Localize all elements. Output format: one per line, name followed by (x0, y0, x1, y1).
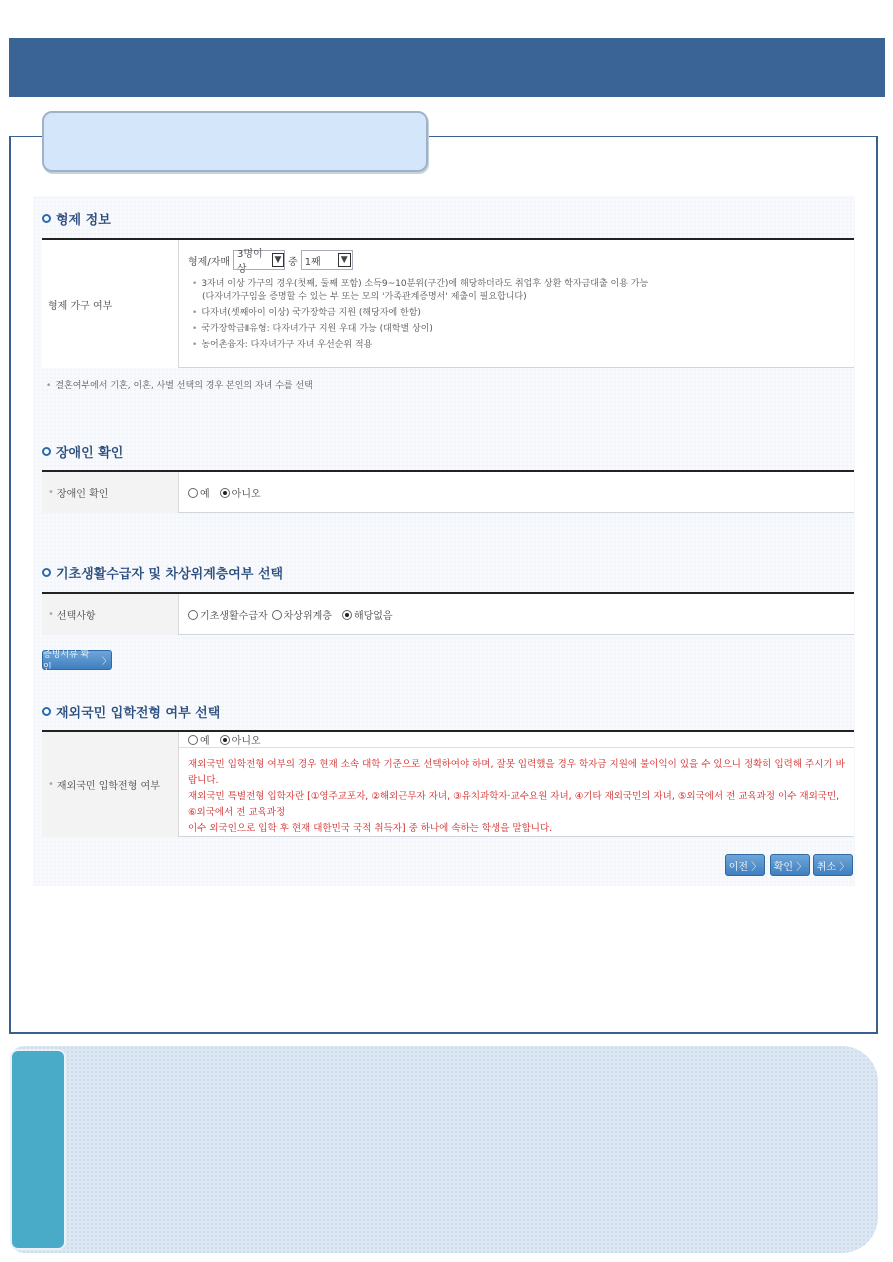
document-check-button[interactable] (42, 650, 112, 673)
sibling-value (179, 240, 854, 368)
basic-title-text: 기초생활수급자 및 차상위계층여부 선택 (56, 567, 284, 582)
basic-label-text: 선택사항 (56, 611, 96, 622)
sibling-note: • 다자녀(셋째아이 이상) 국가장학금 지원 (해당자에 한함) (192, 308, 421, 318)
overseas-warning-line: 이수 외국인으로 입학 후 현재 대한민국 국적 취득자] 중 하나에 속하는 학생을 말합니다. (188, 823, 553, 834)
sibling-title-text: 형제 정보 (56, 213, 111, 228)
bullet-icon (42, 447, 51, 456)
sibling-label (42, 240, 179, 368)
overseas-warning-line: 재외국민 특별전형 입학자란 [①영주교포자, ②해외근무자 자녀, ③유치과학자·교수요원 자녀, ④기타 재외국민의 자녀, ⑤외국에서 전 교육과정 이수 재외국민, ⑥외국에서 전 교육과정 (188, 791, 840, 818)
sibling-middle: 중 (288, 256, 298, 268)
sibling-count-select[interactable] (233, 249, 285, 275)
top-banner (9, 38, 885, 97)
overseas-warning-line: 재외국민 입학전형 여부의 경우 현재 소속 대학 기준으로 선택하여야 하며, 잘못 입력했을 경우 학자금 지원에 불이익이 있을 수 있으니 정확히 입력해 주시기 바랍니다. (188, 759, 845, 786)
sibling-note: • 3자녀 이상 가구의 경우(첫째, 둘째 포함) 소득9~10분위(구간)에 해당하더라도 취업후 상환 학자금대출 이용 가능 (192, 279, 649, 289)
overseas-yes-radio[interactable]: 예 (188, 732, 210, 747)
overseas-no-radio[interactable]: 아니오 (220, 732, 261, 747)
sibling-prefix: 형제/자매 (188, 256, 231, 268)
sibling-count-value: 3명이상 (237, 249, 263, 275)
sibling-note: • 농어촌융자: 다자녀가구 자녀 우선순위 적용 (192, 340, 373, 350)
prev-button[interactable] (725, 854, 765, 876)
sibling-section-title (42, 209, 111, 228)
sibling-note: • 국가장학금Ⅱ유형: 다자녀가구 지원 우대 가능 (대학별 상이) (192, 324, 433, 334)
overseas-section-title (42, 702, 220, 721)
info-tab (10, 1049, 66, 1250)
basic-table (42, 592, 854, 635)
overseas-title-text: 재외국민 입학전형 여부 선택 (56, 706, 221, 721)
bullet-icon (42, 707, 51, 716)
overseas-warning (179, 748, 854, 846)
sibling-footnote: • 결혼여부에서 기혼, 이혼, 사별 선택의 경우 본인의 자녀 수를 선택 (46, 381, 313, 391)
basic-none-radio[interactable]: 해당없음 (342, 607, 393, 622)
disability-yes-radio[interactable]: 예 (188, 485, 210, 500)
basic-section-title (42, 563, 283, 582)
basic-recipient-radio[interactable]: 기초생활수급자 (188, 607, 268, 622)
overseas-table (42, 730, 854, 837)
sibling-table (42, 238, 854, 368)
confirm-label: 확인 〉 (773, 861, 807, 873)
section-tab[interactable] (42, 111, 428, 172)
disability-options (179, 472, 854, 513)
disability-label-text: 장애인 확인 (56, 489, 109, 500)
overseas-label-text: 재외국민 입학전형 여부 (56, 781, 160, 792)
bullet-icon (42, 214, 51, 223)
disability-title-text: 장애인 확인 (56, 446, 124, 461)
bullet-icon (42, 568, 51, 577)
cancel-label: 취소 〉 (816, 861, 850, 873)
basic-label: • 선택사항 (42, 594, 179, 635)
confirm-button[interactable] (770, 854, 810, 876)
disability-table (42, 470, 854, 513)
chevron-down-icon: ▼ (338, 253, 351, 267)
overseas-value (179, 732, 854, 837)
sibling-order-value: 1째 (304, 256, 321, 268)
sibling-order-select[interactable] (301, 250, 353, 270)
sibling-note: (다자녀가구임을 증명할 수 있는 부 또는 모의 '가족관계증명서' 제출이 필요합니다) (202, 292, 527, 302)
info-box (10, 1046, 878, 1253)
overseas-label: • 재외국민 입학전형 여부 (42, 732, 179, 837)
sibling-label-text: 형제 가구 여부 (48, 300, 113, 312)
prev-label: 이전 〉 (728, 861, 762, 873)
disability-label: • 장애인 확인 (42, 472, 179, 513)
document-check-label: 증빙서류 확인 (43, 650, 90, 673)
disability-section-title (42, 442, 123, 461)
disability-no-radio[interactable]: 아니오 (220, 485, 261, 500)
chevron-down-icon: ▼ (272, 253, 284, 267)
cancel-button[interactable] (813, 854, 853, 876)
chevron-right-icon: 〉 (101, 656, 111, 667)
basic-near-poverty-radio[interactable]: 차상위계층 (272, 607, 332, 622)
basic-options (179, 594, 854, 635)
